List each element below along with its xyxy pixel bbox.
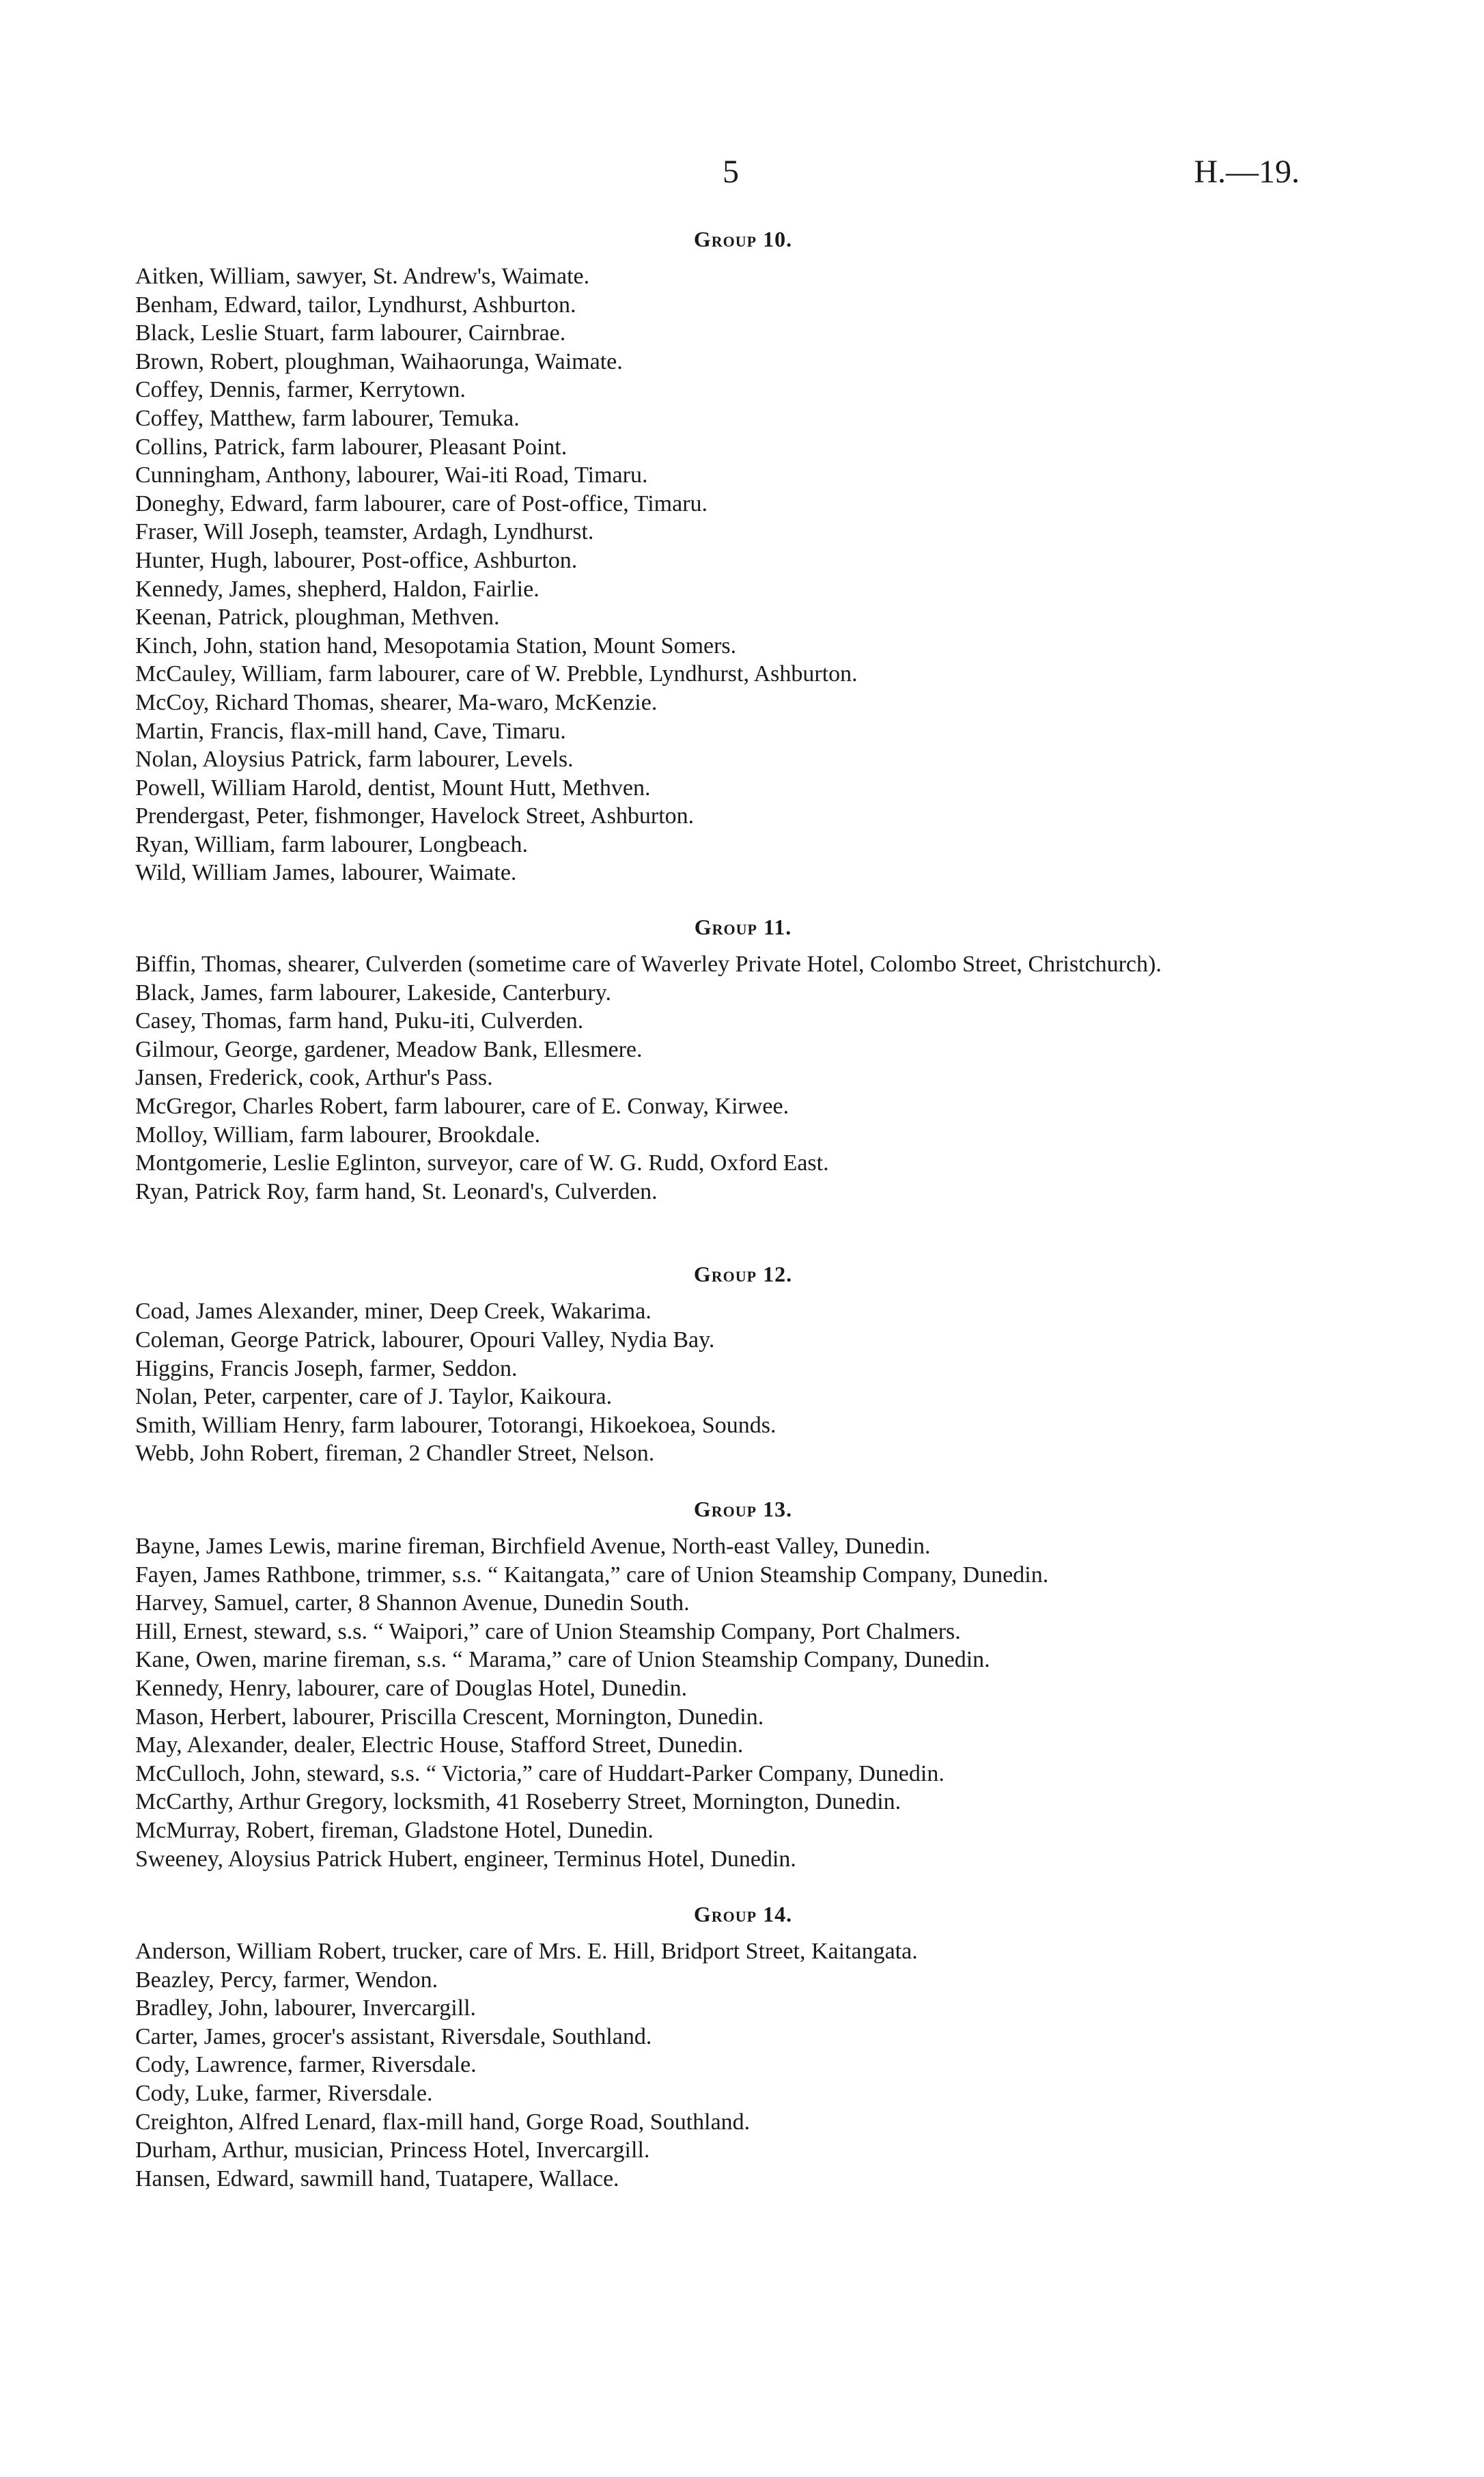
list-entry: Smith, William Henry, farm labourer, Totorangi, Hikoekoea, Sounds. — [135, 1412, 776, 1438]
list-entry: McMurray, Robert, fireman, Gladstone Hotel, Dunedin. — [135, 1817, 654, 1843]
list-entry: Wild, William James, labourer, Waimate. — [135, 860, 517, 886]
entry-list — [135, 1532, 1351, 1873]
group-heading: Group 10. — [693, 227, 793, 251]
list-entry: Coffey, Matthew, farm labourer, Temuka. — [135, 405, 520, 431]
list-entry: Nolan, Peter, carpenter, care of J. Taylor, Kaikoura. — [135, 1384, 613, 1410]
group-heading: Group 12. — [693, 1262, 793, 1287]
list-entry: Anderson, William Robert, trucker, care of Mrs. E. Hill, Bridport Street, Kaitangata. — [135, 1939, 918, 1965]
list-entry: Prendergast, Peter, fishmonger, Havelock Street, Ashburton. — [135, 803, 695, 829]
list-entry: Durham, Arthur, musician, Princess Hotel, Invercargill. — [135, 2137, 650, 2163]
list-entry: Gilmour, George, gardener, Meadow Bank, Ellesmere. — [135, 1036, 643, 1062]
list-entry: Cody, Lawrence, farmer, Riversdale. — [135, 2052, 477, 2078]
group-13-section — [135, 1495, 1351, 1873]
list-entry: Montgomerie, Leslie Eglinton, surveyor, care of W. G. Rudd, Oxford East. — [135, 1150, 829, 1176]
list-entry: Sweeney, Aloysius Patrick Hubert, engineer, Terminus Hotel, Dunedin. — [135, 1846, 796, 1872]
group-heading: Group 14. — [693, 1902, 793, 1927]
list-entry: Nolan, Aloysius Patrick, farm labourer, Levels. — [135, 747, 574, 773]
group-heading: Group 11. — [694, 915, 792, 940]
list-entry: Keenan, Patrick, ploughman, Methven. — [135, 605, 500, 631]
list-entry: Black, Leslie Stuart, farm labourer, Cairnbrae. — [135, 320, 566, 346]
list-entry: Fayen, James Rathbone, trimmer, s.s. “ Kaitangata,” care of Union Steamship Company, Dunedin. — [135, 1562, 1049, 1588]
list-entry: Kane, Owen, marine fireman, s.s. “ Marama,” care of Union Steamship Company, Dunedin. — [135, 1647, 990, 1673]
document-reference: H.—19. — [1194, 154, 1300, 190]
list-entry: Hunter, Hugh, labourer, Post-office, Ashburton. — [135, 547, 578, 573]
group-heading: Group 13. — [693, 1496, 793, 1521]
list-entry: McCoy, Richard Thomas, shearer, Ma-waro, McKenzie. — [135, 689, 658, 715]
list-entry: Creighton, Alfred Lenard, flax-mill hand, Gorge Road, Southland. — [135, 2109, 751, 2135]
list-entry: Hill, Ernest, steward, s.s. “ Waipori,” care of Union Steamship Company, Port Chalmers. — [135, 1618, 961, 1644]
list-entry: Collins, Patrick, farm labourer, Pleasant Point. — [135, 434, 568, 460]
list-entry: Martin, Francis, flax-mill hand, Cave, Timaru. — [135, 718, 566, 744]
list-entry: Coffey, Dennis, farmer, Kerrytown. — [135, 377, 466, 403]
list-entry: Beazley, Percy, farmer, Wendon. — [135, 1967, 438, 1993]
list-entry: Doneghy, Edward, farm labourer, care of Post-office, Timaru. — [135, 490, 708, 516]
list-entry: Bradley, John, labourer, Invercargill. — [135, 1995, 477, 2021]
list-entry: Hansen, Edward, sawmill hand, Tuatapere, Wallace. — [135, 2165, 619, 2191]
list-entry: Coad, James Alexander, miner, Deep Creek, Wakarima. — [135, 1299, 652, 1325]
entry-list — [135, 950, 1351, 1206]
list-entry: Bayne, James Lewis, marine fireman, Birchfield Avenue, North-east Valley, Dunedin. — [135, 1533, 931, 1559]
group-11-section — [135, 913, 1351, 1206]
list-entry: Brown, Robert, ploughman, Waihaorunga, Waimate. — [135, 348, 623, 374]
group-12-section — [135, 1260, 1351, 1468]
list-entry: Kennedy, Henry, labourer, care of Douglas Hotel, Dunedin. — [135, 1675, 688, 1701]
list-entry: Harvey, Samuel, carter, 8 Shannon Avenue, Dunedin South. — [135, 1590, 690, 1616]
document-body — [135, 225, 1351, 2193]
group-14-section — [135, 1900, 1351, 2193]
list-entry: Ryan, Patrick Roy, farm hand, St. Leonard's, Culverden. — [135, 1178, 658, 1204]
list-entry: Powell, William Harold, dentist, Mount Hutt, Methven. — [135, 775, 651, 801]
list-entry: Jansen, Frederick, cook, Arthur's Pass. — [135, 1065, 493, 1091]
group-10-section — [135, 225, 1351, 887]
list-entry: May, Alexander, dealer, Electric House, Stafford Street, Dunedin. — [135, 1732, 744, 1758]
list-entry: Casey, Thomas, farm hand, Puku-iti, Culverden. — [135, 1008, 584, 1034]
list-entry: Black, James, farm labourer, Lakeside, Canterbury. — [135, 980, 611, 1006]
page-number: 5 — [723, 154, 739, 190]
list-entry: Benham, Edward, tailor, Lyndhurst, Ashburton. — [135, 292, 576, 318]
list-entry: Higgins, Francis Joseph, farmer, Seddon. — [135, 1355, 518, 1381]
list-entry: McCulloch, John, steward, s.s. “ Victoria,” care of Huddart-Parker Company, Dunedin. — [135, 1760, 944, 1786]
list-entry: Aitken, William, sawyer, St. Andrew's, Waimate. — [135, 264, 590, 289]
list-entry: Cunningham, Anthony, labourer, Wai-iti Road, Timaru. — [135, 462, 648, 488]
list-entry: Fraser, Will Joseph, teamster, Ardagh, Lyndhurst. — [135, 519, 594, 545]
list-entry: Carter, James, grocer's assistant, Riversdale, Southland. — [135, 2023, 652, 2049]
list-entry: Kennedy, James, shepherd, Haldon, Fairlie. — [135, 576, 540, 602]
list-entry: Coleman, George Patrick, labourer, Opouri Valley, Nydia Bay. — [135, 1327, 715, 1353]
list-entry: Molloy, William, farm labourer, Brookdale. — [135, 1122, 541, 1148]
list-entry: McCarthy, Arthur Gregory, locksmith, 41 Roseberry Street, Mornington, Dunedin. — [135, 1789, 901, 1815]
entry-list — [135, 262, 1351, 887]
entry-list — [135, 1937, 1351, 2193]
entry-list — [135, 1297, 1351, 1468]
list-entry: Biffin, Thomas, shearer, Culverden (sometime care of Waverley Private Hotel, Colombo Street, Christchurch). — [135, 952, 1162, 978]
list-entry: Mason, Herbert, labourer, Priscilla Crescent, Mornington, Dunedin. — [135, 1704, 764, 1730]
list-entry: Cody, Luke, farmer, Riversdale. — [135, 2081, 433, 2107]
list-entry: McGregor, Charles Robert, farm labourer, care of E. Conway, Kirwee. — [135, 1094, 789, 1120]
list-entry: McCauley, William, farm labourer, care of W. Prebble, Lyndhurst, Ashburton. — [135, 661, 858, 687]
list-entry: Kinch, John, station hand, Mesopotamia Station, Mount Somers. — [135, 633, 737, 659]
list-entry: Webb, John Robert, fireman, 2 Chandler Street, Nelson. — [135, 1441, 655, 1467]
list-entry: Ryan, William, farm labourer, Longbeach. — [135, 831, 528, 857]
